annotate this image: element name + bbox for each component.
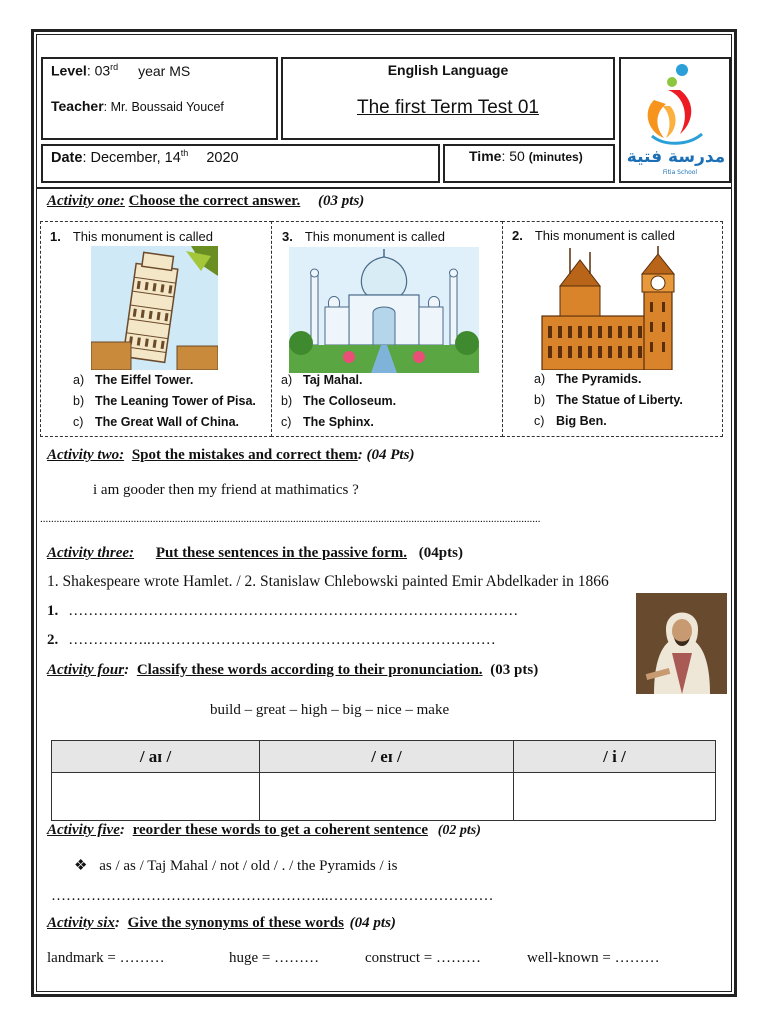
option-item[interactable]: b) The Leaning Tower of Pisa. [73, 394, 256, 408]
answer-cell-ai[interactable] [52, 773, 260, 821]
option-item[interactable]: a) Taj Mahal. [281, 373, 363, 387]
option-item[interactable]: b) The Colloseum. [281, 394, 397, 408]
option-item[interactable]: c) Big Ben. [534, 414, 607, 428]
activity-three-sentences: 1. Shakespeare wrote Hamlet. / 2. Stanislaw Chlebowski painted Emir Abdelkader in 1866 [47, 573, 609, 590]
activity-two-sentence: i am gooder then my friend at mathimatics ? [93, 482, 359, 498]
activity-six-heading: Activity six: Give the synonyms of these words (04 pts) [47, 915, 396, 931]
column-header-i: / i / [514, 741, 716, 773]
column-header-ai: / aɪ / [52, 741, 260, 773]
test-title: The first Term Test 01 [357, 97, 539, 118]
leaning-tower-of-pisa-image [91, 246, 218, 370]
activity-two-heading: Activity two: Spot the mistakes and correct them: (04 Pts) [47, 447, 415, 463]
option-item[interactable]: a) The Pyramids. [534, 372, 642, 386]
big-ben-image [540, 246, 678, 370]
svg-text:Fitia School: Fitia School [662, 169, 698, 176]
synonym-item-well-known[interactable]: well-known = ……… [527, 950, 660, 966]
activity-two-answer-line[interactable]: ...................................................................................................................................................................................... [40, 513, 541, 525]
answer-cell-ei[interactable] [260, 773, 514, 821]
activity-four-words: build – great – high – big – nice – make [210, 702, 450, 718]
activity-four-heading: Activity four: Classify these words according to their pronunciation. (03 pts) [47, 662, 539, 678]
question-3-options [281, 373, 396, 436]
activity-three-answer-1[interactable]: 1. ……………………………………………………………………………… [47, 603, 519, 619]
question-1-options [73, 373, 256, 436]
table-row [52, 773, 716, 821]
activity-five-answer-line[interactable]: ………………………………………………..…………………………… [51, 888, 494, 904]
school-logo-icon [624, 60, 728, 180]
option-item[interactable]: b) The Statue of Liberty. [534, 393, 683, 407]
question-1-text: 1. This monument is called [50, 229, 214, 244]
svg-text:مدرسة فتية: مدرسة فتية [626, 147, 726, 167]
activity-one-heading: Activity one: Choose the correct answer. (03 pts) [47, 193, 365, 209]
taj-mahal-image [289, 247, 479, 373]
question-2-text: 2. This monument is called [512, 228, 676, 243]
emir-abdelkader-portrait [636, 593, 727, 694]
question-3-text: 3. This monument is called [282, 229, 446, 244]
option-item[interactable]: a) The Eiffel Tower. [73, 373, 194, 387]
pronunciation-table [51, 740, 716, 821]
column-header-ei: / eɪ / [260, 741, 514, 773]
synonym-item-huge[interactable]: huge = ……… [229, 950, 320, 966]
teacher-text: Teacher: Mr. Boussaid Youcef [51, 98, 224, 114]
table-header-row [52, 741, 716, 773]
synonym-item-construct[interactable]: construct = ……… [365, 950, 481, 966]
activity-three-answer-2[interactable]: 2. ……………..…………………………………………………………… [47, 632, 496, 648]
school-logo [624, 60, 728, 180]
level-text: Level: 03rd year MS [51, 62, 191, 79]
subject-title: English Language [387, 62, 509, 78]
answer-cell-i[interactable] [514, 773, 716, 821]
option-item[interactable]: c) The Great Wall of China. [73, 415, 239, 429]
option-item[interactable]: c) The Sphinx. [281, 415, 374, 429]
activity-three-heading: Activity three: Put these sentences in the passive form. (04pts) [47, 545, 463, 561]
bullet-icon: ❖ [74, 858, 88, 874]
time-text: Time: 50 (minutes) [469, 148, 583, 164]
header-separator [36, 187, 732, 189]
synonym-item-landmark[interactable]: landmark = ……… [47, 950, 165, 966]
date-text: Date: December, 14th 2020 [51, 148, 239, 166]
question-2-options [534, 372, 683, 435]
activity-five-words: ❖ as / as / Taj Mahal / not / old / . / the Pyramids / is [74, 858, 398, 874]
activity-five-heading: Activity five: reorder these words to get a coherent sentence (02 pts) [47, 822, 481, 838]
